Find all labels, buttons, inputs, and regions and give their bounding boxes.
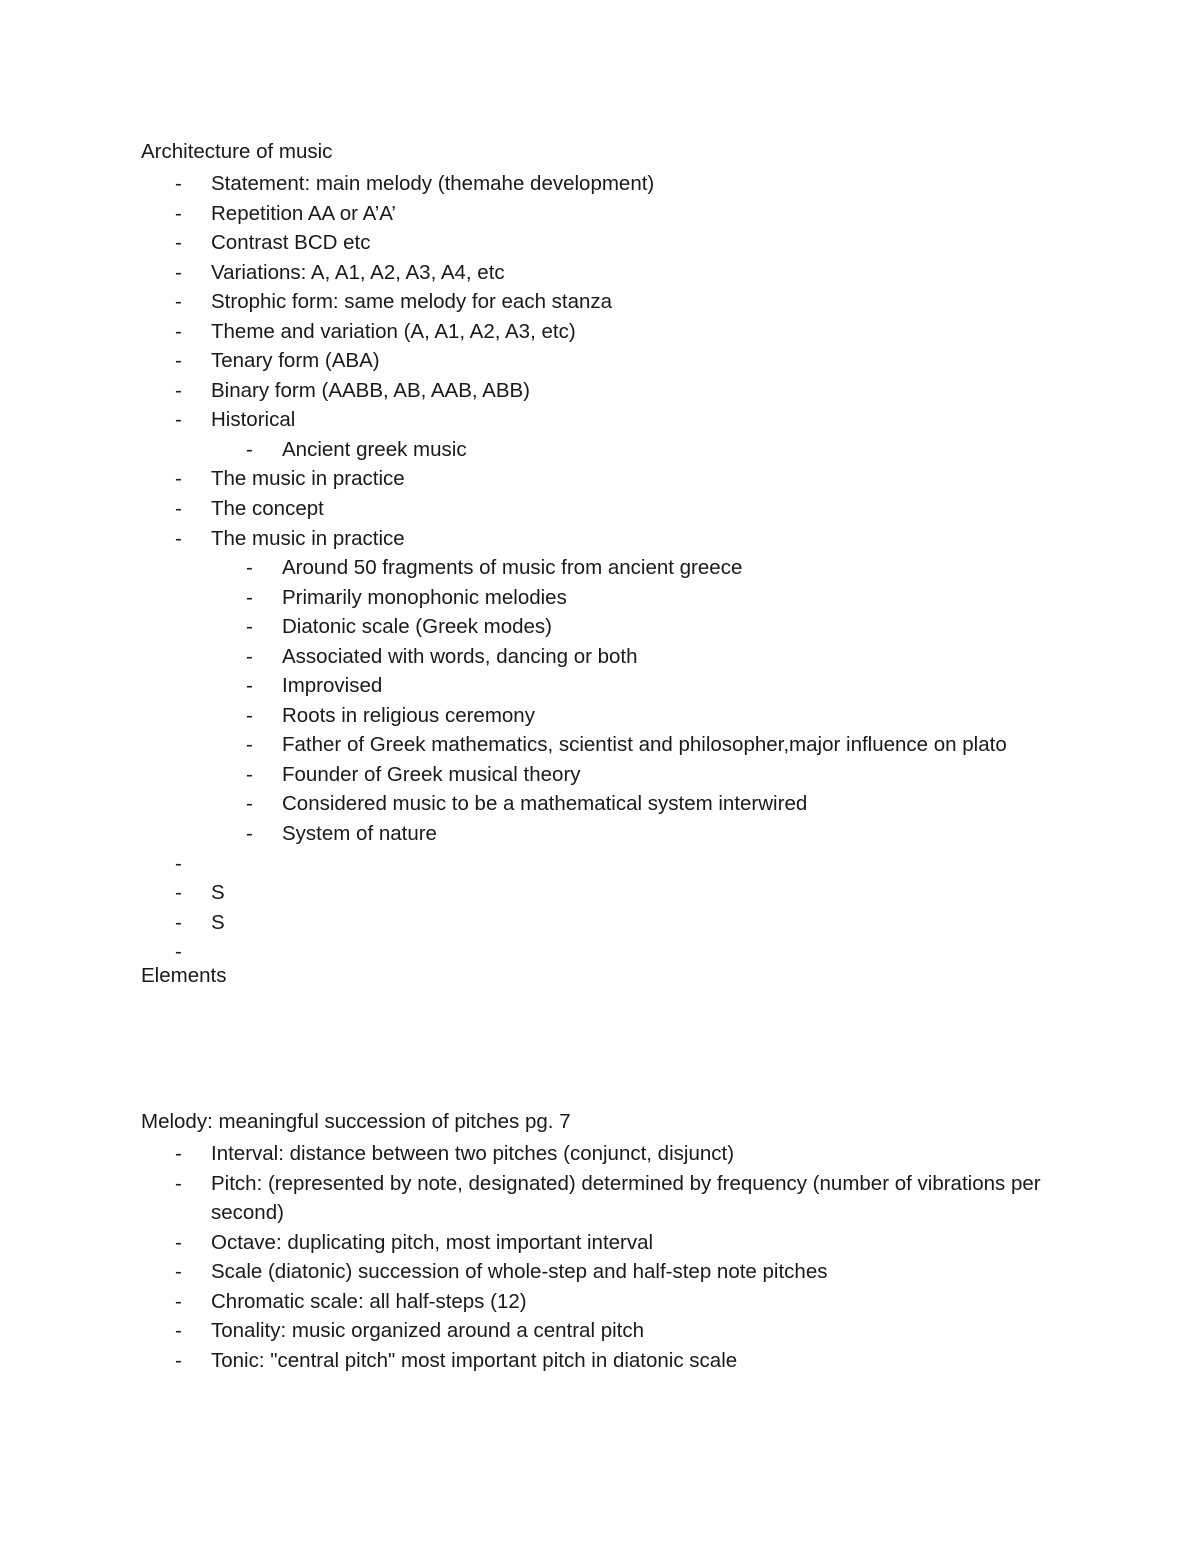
bullet-dash: -	[175, 940, 182, 964]
list-item	[0, 346, 1007, 376]
list-item	[0, 199, 1007, 229]
bullet-dash: -	[175, 851, 182, 875]
list-item	[0, 405, 1007, 435]
list-item-text: The music in practice	[211, 526, 405, 550]
list-item-text: Diatonic scale (Greek modes)	[282, 615, 553, 639]
list-item-text: Roots in religious ceremony	[282, 703, 535, 727]
bullet-dash: -	[175, 1260, 182, 1284]
bullet-dash: -	[175, 290, 182, 314]
list-item-text: Tonic: "central pitch" most important pitch in diatonic scale	[211, 1348, 738, 1372]
list-item-text: Contrast BCD etc	[211, 231, 371, 255]
bullet-dash: -	[246, 644, 253, 668]
list-item-text: System of nature	[282, 822, 437, 846]
bullet-dash: -	[175, 172, 182, 195]
bullet-dash: -	[246, 703, 253, 727]
bullet-dash: -	[246, 437, 253, 461]
list-item	[0, 1316, 1051, 1346]
list-item-text: Associated with words, dancing or both	[282, 644, 638, 668]
list-item-text: Chromatic scale: all half-steps (12)	[211, 1289, 527, 1313]
bullet-dash: -	[246, 733, 253, 757]
bullet-dash: -	[175, 260, 182, 284]
bullet-dash: -	[175, 1289, 182, 1313]
list-item-text: The concept	[211, 497, 324, 521]
bullet-dash: -	[175, 1142, 182, 1165]
section-title-architecture: Architecture of music	[141, 140, 333, 163]
list-item	[0, 524, 1007, 554]
bullet-dash: -	[246, 615, 253, 639]
list-item-text: Theme and variation (A, A1, A2, A3, etc)	[211, 319, 576, 343]
list-item-text: Scale (diatonic) succession of whole-step and half-step note pitches	[211, 1260, 828, 1284]
list-item-text: Variations: A, A1, A2, A3, A4, etc	[211, 260, 505, 284]
list-item-text: Tonality: music organized around a central pitch	[211, 1319, 645, 1343]
list-item-text: Father of Greek mathematics, scientist and philosopher,major influence on plato	[282, 733, 1007, 757]
section-title-elements: Elements	[141, 964, 227, 987]
bullet-dash: -	[175, 881, 182, 905]
list-item-text: Strophic form: same melody for each stanza	[211, 290, 613, 314]
list-item-text: Binary form (AABB, AB, AAB, ABB)	[211, 378, 531, 402]
bullet-dash: -	[246, 792, 253, 816]
sub-list-item	[0, 642, 1007, 672]
list-item	[0, 376, 1007, 406]
list-item-text: S	[211, 910, 225, 934]
bullet-dash: -	[175, 1230, 182, 1254]
sub-list-item	[0, 553, 1007, 583]
list-item	[0, 287, 1007, 317]
sub-list-item	[0, 583, 1007, 613]
bullet-dash: -	[246, 556, 253, 580]
list-item-text: Interval: distance between two pitches (conjunct, disjunct)	[211, 1142, 735, 1165]
sub-list-item	[0, 789, 1007, 819]
list-item	[0, 317, 1007, 347]
list-item-text: Pitch: (represented by note, designated) determined by frequency (number of vibrations per second)	[211, 1171, 1041, 1225]
bullet-dash: -	[175, 526, 182, 550]
list-item-text: Founder of Greek musical theory	[282, 762, 581, 786]
sub-list-item	[0, 819, 1007, 849]
list-item	[0, 908, 1007, 938]
bullet-dash: -	[175, 319, 182, 343]
section-title-melody: Melody: meaningful succession of pitches pg. 7	[141, 1110, 571, 1133]
sub-list-item	[0, 730, 1007, 760]
list-item-text: Around 50 fragments of music from ancient greece	[282, 556, 743, 580]
list-item-text: S	[211, 881, 225, 905]
bullet-dash: -	[175, 467, 182, 491]
bullet-dash: -	[246, 762, 253, 786]
list-item-text: Repetition AA or A’A’	[211, 201, 396, 225]
list-item-text: Improvised	[282, 674, 383, 698]
sub-list-item	[0, 760, 1007, 790]
architecture-list	[0, 169, 1007, 967]
list-item	[0, 1287, 1051, 1317]
list-item	[0, 1139, 1051, 1169]
list-item	[0, 1257, 1051, 1287]
sub-list-item	[0, 701, 1007, 731]
melody-list	[0, 1139, 1051, 1375]
list-item	[0, 1228, 1051, 1258]
list-item	[0, 1346, 1051, 1376]
list-item	[0, 494, 1007, 524]
list-item	[0, 258, 1007, 288]
bullet-dash: -	[175, 1171, 182, 1195]
bullet-dash: -	[175, 408, 182, 432]
empty-list-item	[0, 937, 1007, 967]
list-item-text: Statement: main melody (themahe development)	[211, 172, 655, 195]
list-item-text: Octave: duplicating pitch, most important interval	[211, 1230, 654, 1254]
list-item	[0, 1169, 1051, 1228]
bullet-dash: -	[175, 497, 182, 521]
list-item-text: Ancient greek music	[282, 437, 467, 461]
list-item-text: Considered music to be a mathematical system interwired	[282, 792, 808, 816]
bullet-dash: -	[246, 822, 253, 846]
sub-list-item	[0, 435, 1007, 465]
list-item	[0, 878, 1007, 908]
bullet-dash: -	[246, 585, 253, 609]
bullet-dash: -	[175, 349, 182, 373]
list-item-text: Historical	[211, 408, 296, 432]
sub-list-item	[0, 612, 1007, 642]
bullet-dash: -	[246, 674, 253, 698]
list-item-text: Primarily monophonic melodies	[282, 585, 567, 609]
list-item	[0, 228, 1007, 258]
bullet-dash: -	[175, 1348, 182, 1372]
sub-list-item	[0, 671, 1007, 701]
list-item	[0, 169, 1007, 199]
bullet-dash: -	[175, 231, 182, 255]
list-item-text: Tenary form (ABA)	[211, 349, 380, 373]
bullet-dash: -	[175, 201, 182, 225]
list-item-text: The music in practice	[211, 467, 405, 491]
bullet-dash: -	[175, 910, 182, 934]
bullet-dash: -	[175, 378, 182, 402]
list-item	[0, 464, 1007, 494]
bullet-dash: -	[175, 1319, 182, 1343]
empty-list-item	[0, 849, 1007, 879]
